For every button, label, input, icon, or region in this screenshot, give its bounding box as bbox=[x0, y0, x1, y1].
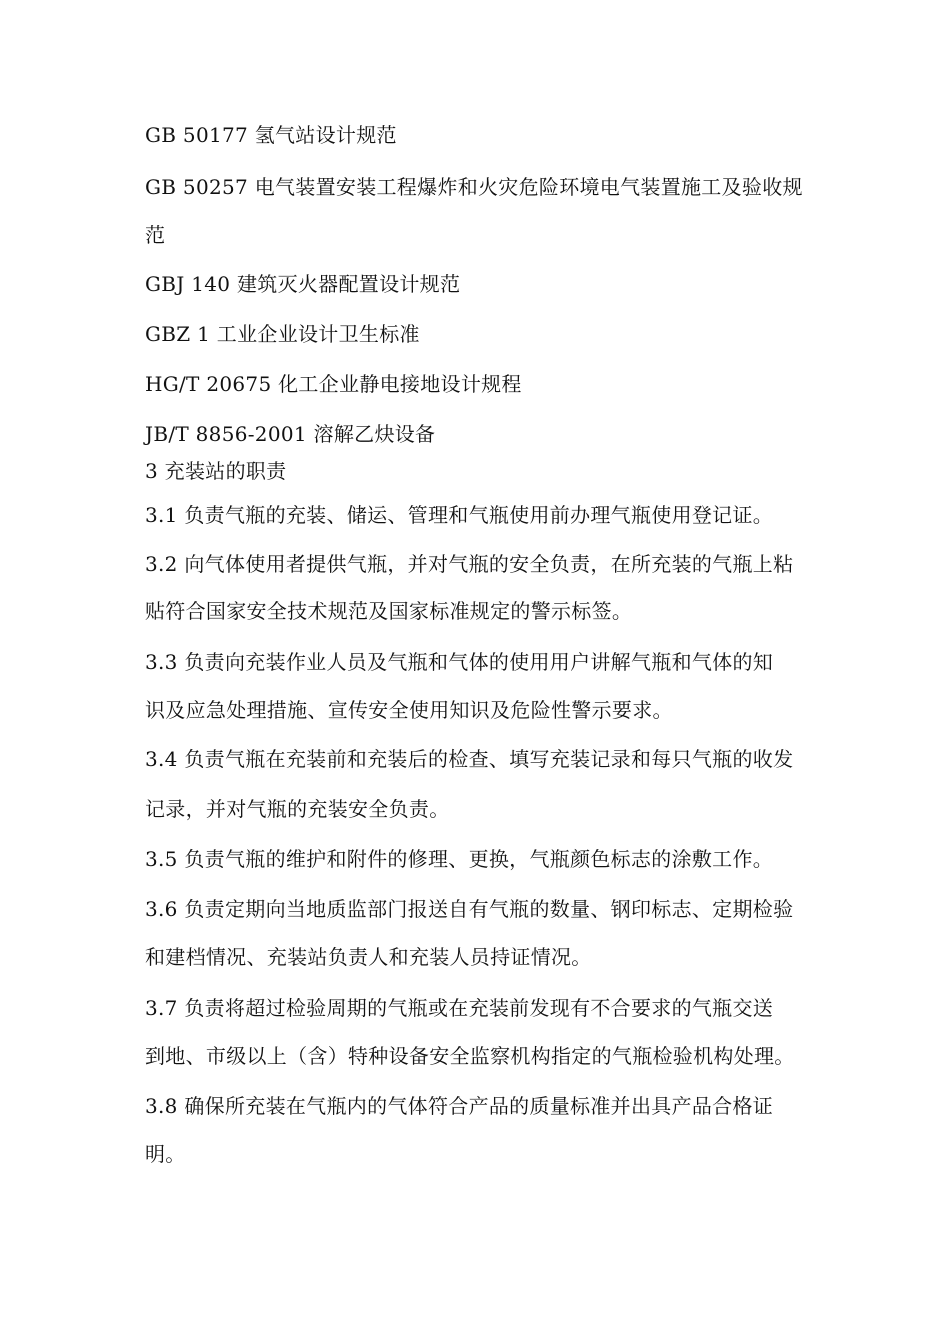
reference-line: HG/T 20675 化工企业静电接地设计规程 bbox=[145, 372, 522, 396]
reference-line: JB/T 8856-2001 溶解乙炔设备 bbox=[145, 422, 436, 446]
clause-line: 3.2 向气体使用者提供气瓶，并对气瓶的安全负责，在所充装的气瓶上粘 bbox=[145, 552, 794, 576]
clause-line: 3.8 确保所充装在气瓶内的气体符合产品的质量标准并出具产品合格证 bbox=[145, 1094, 774, 1118]
clause-line: 贴符合国家安全技术规范及国家标准规定的警示标签。 bbox=[145, 599, 633, 623]
reference-line: GB 50177 氢气站设计规范 bbox=[145, 123, 397, 147]
clause-line: 3.1 负责气瓶的充装、储运、管理和气瓶使用前办理气瓶使用登记证。 bbox=[145, 503, 774, 527]
reference-line: GB 50257 电气装置安装工程爆炸和火灾危险环境电气装置施工及验收规 bbox=[145, 175, 803, 199]
clause-line: 和建档情况、充装站负责人和充装人员持证情况。 bbox=[145, 945, 592, 969]
clause-line: 记录，并对气瓶的充装安全负责。 bbox=[145, 797, 450, 821]
reference-line: GBJ 140 建筑灭火器配置设计规范 bbox=[145, 272, 461, 296]
reference-line: 范 bbox=[145, 223, 166, 247]
clause-line: 3.5 负责气瓶的维护和附件的修理、更换，气瓶颜色标志的涂敷工作。 bbox=[145, 847, 774, 871]
section-heading: 3 充装站的职责 bbox=[145, 459, 287, 483]
clause-line: 3.4 负责气瓶在充装前和充装后的检查、填写充装记录和每只气瓶的收发 bbox=[145, 747, 794, 771]
clause-line: 识及应急处理措施、宣传安全使用知识及危险性警示要求。 bbox=[145, 698, 673, 722]
reference-line: GBZ 1 工业企业设计卫生标准 bbox=[145, 322, 420, 346]
clause-line: 3.7 负责将超过检验周期的气瓶或在充装前发现有不合要求的气瓶交送 bbox=[145, 996, 774, 1020]
clause-line: 明。 bbox=[145, 1142, 186, 1166]
clause-line: 到地、市级以上（含）特种设备安全监察机构指定的气瓶检验机构处理。 bbox=[145, 1044, 795, 1068]
clause-line: 3.3 负责向充装作业人员及气瓶和气体的使用用户讲解气瓶和气体的知 bbox=[145, 650, 774, 674]
clause-line: 3.6 负责定期向当地质监部门报送自有气瓶的数量、钢印标志、定期检验 bbox=[145, 897, 794, 921]
